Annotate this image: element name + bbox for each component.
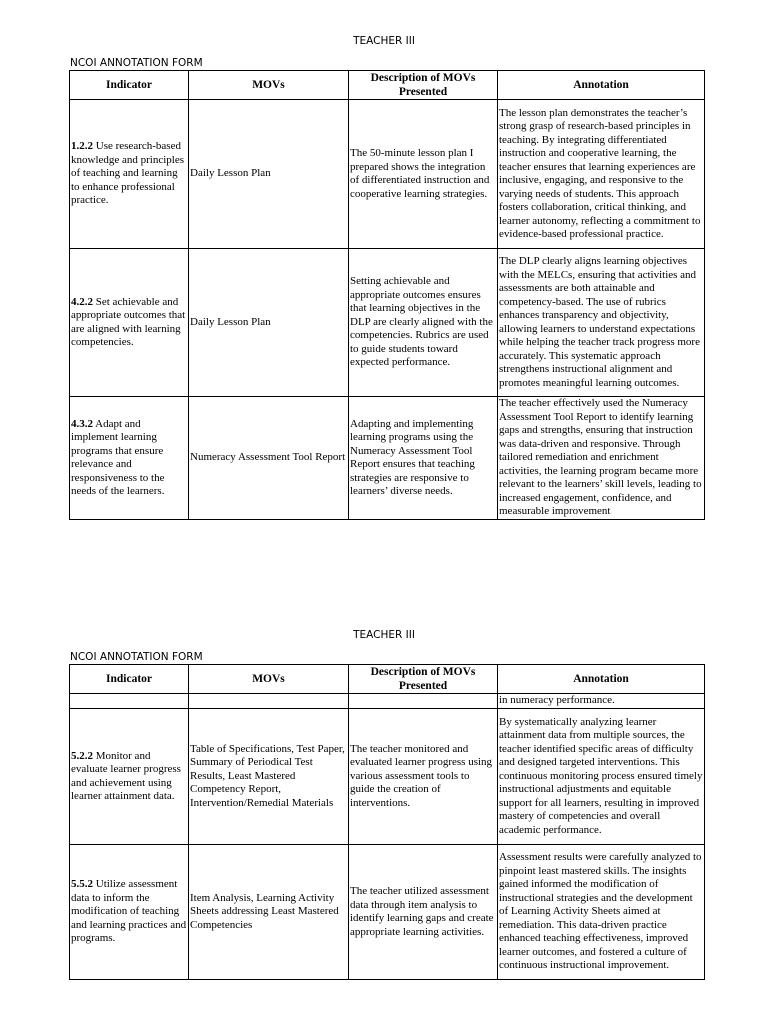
indicator-text: Utilize assessment data to inform the modification of teaching and learning practices and programs.: [71, 878, 187, 945]
table-row: [70, 100, 705, 249]
header-description: Description of MOVs Presented: [349, 665, 498, 694]
table-row: [70, 845, 705, 980]
movs-cell: Table of Specifications, Test Paper, Summary of Periodical Test Results, Least Mastered Competency Report, Intervention/Remedial Materials: [189, 709, 349, 845]
indicator-code: 1.2.2: [71, 140, 93, 153]
header-annotation: Annotation: [498, 665, 705, 694]
header-row: [70, 71, 705, 100]
indicator-text: Monitor and evaluate learner progress and achievement using learner attainment data.: [71, 749, 181, 802]
header-description: Description of MOVs Presented: [349, 71, 498, 100]
description-cell: The 50-minute lesson plan I prepared shows the integration of differentiated instruction and cooperative learning strategies.: [349, 100, 498, 249]
annotation-cell: By systematically analyzing learner attainment data from multiple sources, the teacher identified specific areas of difficulty and designed targeted interventions. This continuous monitoring process ensured timely instructional adjustments and equitable support for all learners, resulting in improved mastery of competencies and overall academic performance.: [498, 709, 705, 845]
annotation-table: [69, 664, 705, 980]
header-row: [70, 665, 705, 694]
indicator-code: 4.3.2: [71, 417, 93, 430]
indicator-code: 5.2.2: [71, 749, 93, 762]
form-label: NCOI ANNOTATION FORM: [70, 57, 203, 69]
description-cell: Setting achievable and appropriate outcomes ensures that learning objectives in the DLP are clearly aligned with the competencies. Rubrics are used to guide students toward expected performance.: [349, 249, 498, 397]
indicator-cell: [70, 249, 189, 397]
movs-cell: Daily Lesson Plan: [189, 249, 349, 397]
indicator-cell: [70, 397, 189, 520]
annotation-continuation: in numeracy performance.: [498, 694, 705, 709]
continuation-row: [70, 694, 705, 709]
indicator-code: 4.2.2: [71, 295, 93, 308]
indicator-text: Adapt and implement learning programs that ensure relevance and responsiveness to the needs of the learners.: [71, 417, 165, 497]
movs-cell: Item Analysis, Learning Activity Sheets addressing Least Mastered Competencies: [189, 845, 349, 980]
header-movs: MOVs: [189, 71, 349, 100]
header-indicator: Indicator: [70, 665, 189, 694]
table-row: [70, 249, 705, 397]
header-indicator: Indicator: [70, 71, 189, 100]
indicator-cell: [70, 709, 189, 845]
header-movs: MOVs: [189, 665, 349, 694]
annotation-cell: The DLP clearly aligns learning objectives with the MELCs, ensuring that activities and assessments are both attainable and competency-based. The use of rubrics enhances transparency and objectivity, allowing learners to understand expectations while helping the teacher track progress more accurately. This systematic approach strengthens instructional alignment and promotes meaningful learning outcomes.: [498, 249, 705, 397]
description-cell: The teacher monitored and evaluated learner progress using various assessment tools to guide the creation of interventions.: [349, 709, 498, 845]
table-row: [70, 397, 705, 520]
annotation-cell: Assessment results were carefully analyzed to pinpoint least mastered skills. The insights gained informed the modification of instructional strategies and the development of Learning Activity Sheets aimed at remediation. This data-driven practice enhanced teaching effectiveness, improved learner outcomes, and fostered a culture of continuous instructional improvement.: [498, 845, 705, 980]
page-title: TEACHER III: [353, 629, 415, 641]
table-row: [70, 709, 705, 845]
indicator-text: Set achievable and appropriate outcomes that are aligned with learning competencies.: [71, 295, 186, 348]
movs-cell: Numeracy Assessment Tool Report: [189, 397, 349, 520]
indicator-code: 5.5.2: [71, 878, 93, 891]
indicator-cell: [70, 100, 189, 249]
annotation-cell: The lesson plan demonstrates the teacher’s strong grasp of research-based principles in teaching. By integrating differentiated instruction and cooperative learning, the teacher ensures that learning experiences are inclusive, engaging, and responsive to the varying needs of students. This approach fosters collaboration, critical thinking, and learner autonomy, reflecting a commitment to evidence-based professional practice.: [498, 100, 705, 249]
page-title: TEACHER III: [353, 35, 415, 47]
header-annotation: Annotation: [498, 71, 705, 100]
annotation-cell: The teacher effectively used the Numeracy Assessment Tool Report to identify learning gaps and strengths, ensuring that instruction was data-driven and responsive. Through tailored remediation and enrichment activities, the learning program became more relevant to the learners’ skill levels, leading to increased engagement, confidence, and measurable improvement: [498, 397, 705, 520]
annotation-table: [69, 70, 705, 520]
description-cell: The teacher utilized assessment data through item analysis to identify learning gaps and create appropriate learning activities.: [349, 845, 498, 980]
indicator-text: Use research-based knowledge and principles of teaching and learning to enhance professional practice.: [71, 140, 185, 207]
movs-cell: Daily Lesson Plan: [189, 100, 349, 249]
indicator-cell: [70, 845, 189, 980]
description-cell: Adapting and implementing learning programs using the Numeracy Assessment Tool Report ensures that teaching strategies are responsive to learners’ diverse needs.: [349, 397, 498, 520]
form-label: NCOI ANNOTATION FORM: [70, 651, 203, 663]
